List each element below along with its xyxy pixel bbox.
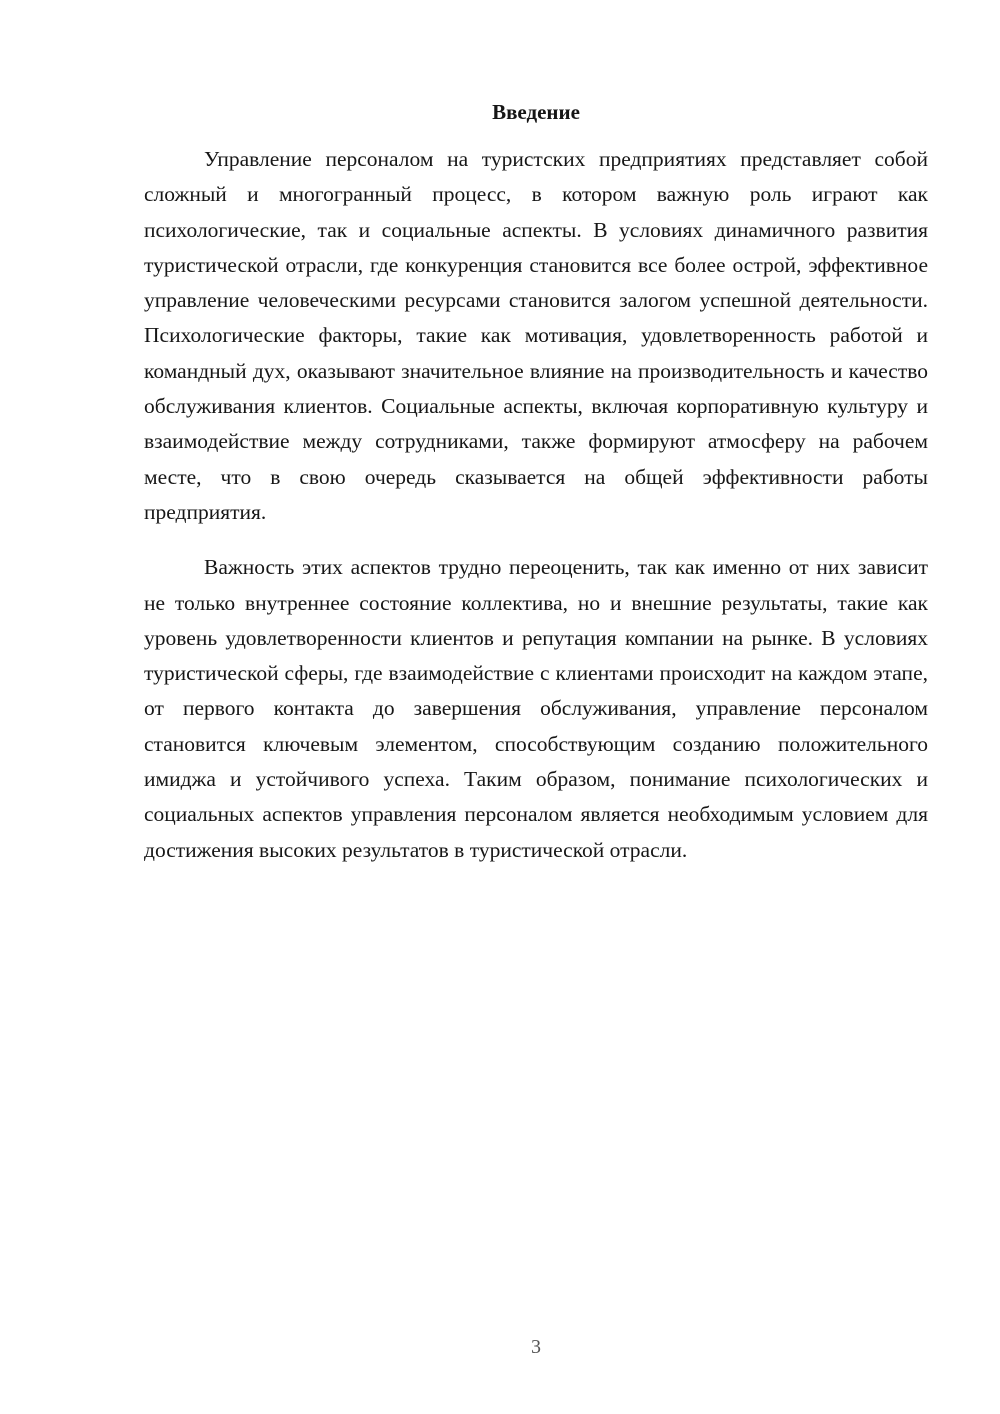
section-title: Введение [492,100,580,124]
body-text [144,142,928,868]
page-number: 3 [531,1336,541,1358]
paragraph-2: Важность этих аспектов трудно переоценить, так как именно от них зависит не только внутреннее состояние коллектива, но и внешние результаты, такие как уровень удовлетворенности клиентов и репутация компании на рынке. В условиях туристической сферы, где взаимодействие с клиентами происходит на каждом этапе, от первого контакта до завершения обслуживания, управление персоналом становится ключевым элементом, способствующим созданию положительного имиджа и устойчивого успеха. Таким образом, понимание психологических и социальных аспектов управления персоналом является необходимым условием для достижения высоких результатов в туристической отрасли. [144,555,928,862]
paragraph-1: Управление персоналом на туристских предприятиях представляет собой сложный и многогранный процесс, в котором важную роль играют как психологические, так и социальные аспекты. В условиях динамичного развития туристической отрасли, где конкуренция становится все более острой, эффективное управление человеческими ресурсами становится залогом успешной деятельности. Психологические факторы, такие как мотивация, удовлетворенность работой и командный дух, оказывают значительное влияние на производительность и качество обслуживания клиентов. Социальные аспекты, включая корпоративную культуру и взаимодействие между сотрудниками, также формируют атмосферу на рабочем месте, что в свою очередь сказывается на общей эффективности работы предприятия. [144,147,928,524]
